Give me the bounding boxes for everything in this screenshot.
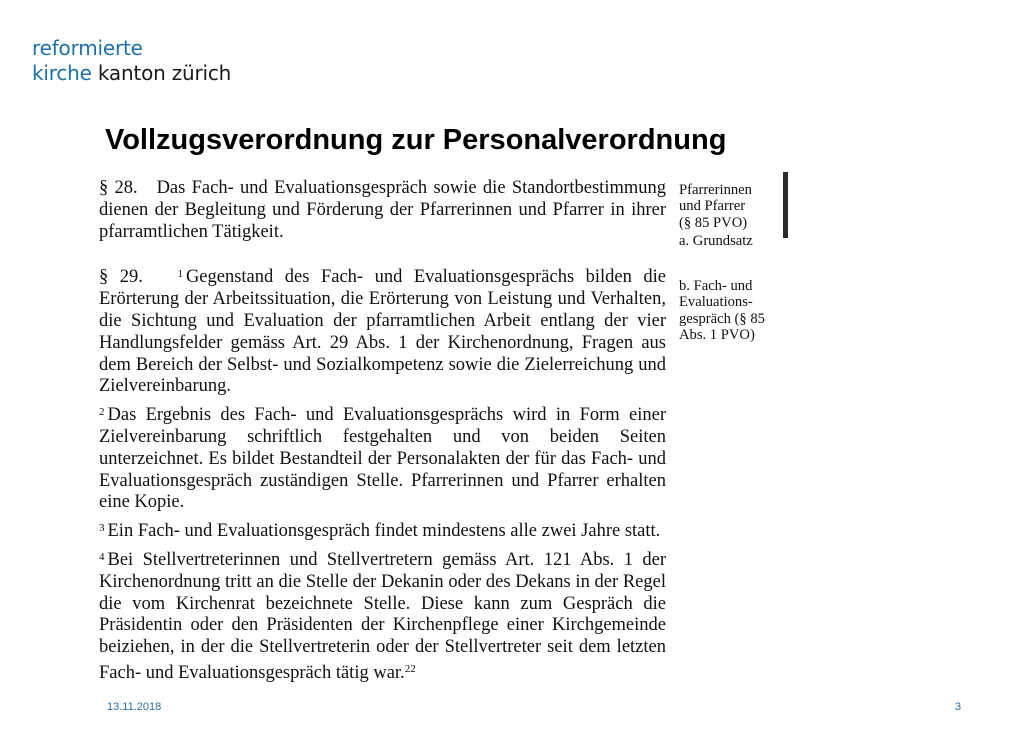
section-28: § 28. Das Fach- und Evaluationsgespräch sowie die Standortbestimmung dienen der Begleitung und Förderung der Pfarrerinnen und Pfarrer in ihrer pfarramtlichen Tätigkeit. bbox=[99, 178, 666, 242]
logo-line-1 bbox=[32, 36, 231, 61]
section-29-paragraph-3 bbox=[99, 518, 666, 543]
law-text bbox=[99, 178, 666, 685]
logo-line-2 bbox=[32, 61, 231, 86]
section-29-paragraph-4 bbox=[99, 547, 666, 685]
section-29-paragraph-1 bbox=[99, 264, 666, 398]
paragraph-number-1: 1 bbox=[177, 268, 183, 281]
logo-word-kirche: kirche bbox=[32, 61, 92, 85]
margin-note-2-line-3: gespräch (§ 85 bbox=[679, 310, 765, 327]
logo-word-reformierte: reformierte bbox=[32, 36, 143, 60]
paragraph-4-text: Bei Stellvertreterinnen und Stellvertretern gemäss Art. 121 Abs. 1 der Kirchenordnung tritt an die Stelle der Dekanin oder des Dekans in der Regel die vom Kirchenrat bezeichnete Stelle. Diese kann zum Gespräch die Präsidentin oder den Präsidenten der Kirchenpflege einer Kirchgemeinde beiziehen, in der die Stellvertreterin oder der Stellvertreter seit dem letzten Fach- und Evaluationsgespräch tätig war. bbox=[99, 549, 666, 683]
paragraph-number-2: 2 bbox=[99, 406, 105, 419]
margin-note-1-line-3: (§ 85 PVO) bbox=[679, 214, 748, 231]
paragraph-3-text: Ein Fach- und Evaluationsgespräch findet mindestens alle zwei Jahre statt. bbox=[107, 521, 661, 542]
margin-note-2-line-4: Abs. 1 PVO) bbox=[679, 326, 755, 343]
logo-word-kanton-zurich: kanton zürich bbox=[91, 61, 232, 85]
footer-page-number: 3 bbox=[955, 701, 962, 713]
margin-note-1-line-1: Pfarrerinnen bbox=[679, 182, 752, 198]
margin-note-1-sub: a. Grundsatz bbox=[679, 232, 753, 249]
footer-date: 13.11.2018 bbox=[107, 701, 162, 713]
margin-note-2-line-1: b. Fach- und bbox=[679, 278, 753, 294]
paragraph-1-text: Gegenstand des Fach- und Evaluationsgesprächs bilden die Erörterung der Arbeitssituation, die Erörterung von Leistung und Verhalten, die Sichtung und Evaluation der pfarramtlichen Arbeit entlang der vier Handlungsfelder gemäss Art. 29 Abs. 1 der Kirchenordnung, Fragen aus dem Bereich der Selbst- und Sozialkompetenz sowie die Zielerreichung und Zielvereinbarung. bbox=[99, 267, 667, 397]
margin-vertical-bar bbox=[783, 172, 788, 238]
footnote-marker: 22 bbox=[404, 662, 416, 675]
margin-note-1-line-2: und Pfarrer bbox=[679, 198, 746, 215]
section-29-label: § 29. bbox=[99, 267, 178, 288]
paragraph-number-4: 4 bbox=[99, 550, 105, 563]
paragraph-2-text: Das Ergebnis des Fach- und Evaluationsgesprächs wird in Form einer Zielvereinbarung schriftlich festgehalten und von beiden Seiten unterzeichnet. Es bildet Bestandteil der Personalakten der für das Fach- und Evaluationsgespräch zuständigen Stelle. Pfarrerinnen und Pfarrer erhalten eine Kopie. bbox=[99, 405, 666, 513]
margin-note-2-line-2: Evaluations- bbox=[679, 294, 753, 311]
margin-note-grundsatz bbox=[679, 182, 779, 249]
section-29-paragraph-2 bbox=[99, 402, 666, 514]
margin-note-fach-evaluation bbox=[679, 278, 779, 343]
page-title: Vollzugsverordnung zur Personalverordnung bbox=[105, 124, 727, 156]
logo bbox=[32, 36, 231, 86]
paragraph-number-3: 3 bbox=[99, 522, 105, 535]
